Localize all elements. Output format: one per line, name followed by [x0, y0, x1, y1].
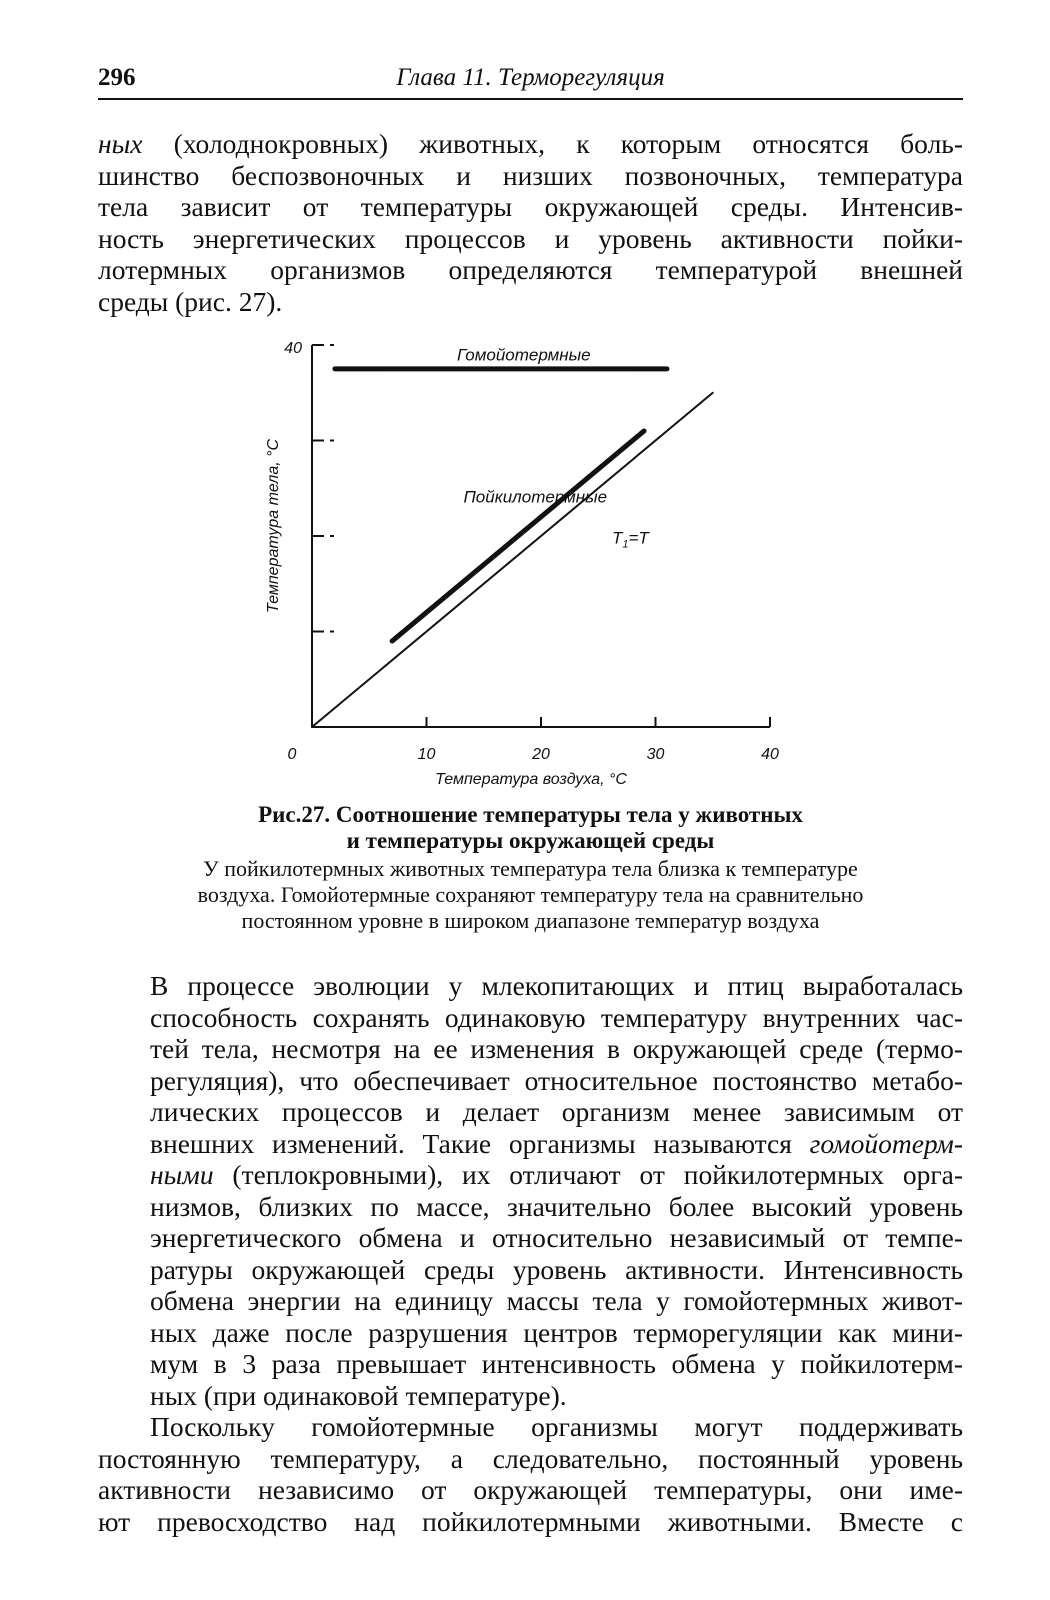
text-line: ных даже после разрушения центров терморегуляции как мини- [150, 1316, 963, 1348]
y-tick-label: 40 [284, 340, 302, 357]
x-tick-label: 10 [417, 746, 436, 763]
caption-body-line-1: У пойкилотермных животных температура тела близка к температуре [203, 856, 858, 881]
label-poikilothermic: Пойкилотермные [463, 487, 608, 507]
text-line: ют превосходство над пойкилотермными животными. Вместе с [98, 1505, 963, 1537]
label-equality: $T_1=T$ [611, 528, 649, 551]
x-tick-label: 20 [532, 746, 550, 763]
chart-labels [265, 340, 779, 788]
text-line: мум в 3 раза превышает интенсивность обмена у пойкилотерм- [150, 1348, 963, 1379]
text-line: регуляция), что обеспечивает относительное постоянство метабо- [150, 1064, 963, 1096]
chart-series [312, 369, 713, 727]
x-tick-label: 40 [761, 746, 779, 763]
text-line: Поскольку гомойотермные организмы могут поддерживать [150, 1411, 963, 1442]
text-line: шинство беспозвоночных и низших позвоночных, температура [98, 159, 963, 191]
figure-27 [250, 335, 810, 805]
x-tick-label: 30 [646, 746, 665, 763]
text-line: внешних изменений. Такие организмы называются гомойотерм- [150, 1127, 963, 1159]
text-line: тела зависит от температуры окружающей среды. Интенсив- [98, 191, 963, 222]
figure-caption [98, 802, 963, 934]
y-axis-label: Температура тела, °С [265, 438, 282, 614]
text-line: обмена энергии на единицу массы тела у гомойотермных живот- [150, 1285, 963, 1316]
x-tick-label: 0 [287, 746, 297, 763]
text-line: лических процессов и делает организм менее зависимым от [150, 1096, 963, 1127]
temperature-chart [250, 335, 810, 805]
caption-body-line-2: воздуха. Гомойотермные сохраняют температуру тела на сравнительно [197, 882, 864, 907]
main-text [98, 970, 963, 1537]
text-line: способность сохранять одинаковую температуру внутренних час- [150, 1001, 963, 1033]
label-homeothermic: Гомойотермные [457, 345, 591, 365]
page-header [98, 62, 963, 100]
text-line: постоянную температуру, а следовательно, постоянный уровень [98, 1442, 963, 1474]
text-line: тей тела, несмотря на ее изменения в окружающей среде (термо- [150, 1033, 963, 1064]
page-number: 296 [98, 64, 136, 91]
italic-word: ных [98, 128, 143, 159]
caption-body-line-3: постоянном уровне в широком диапазоне температур воздуха [241, 908, 820, 933]
text-line: ными (теплокровными), их отличают от пойкилотермных орга- [150, 1159, 963, 1190]
top-paragraph [98, 128, 963, 317]
text-line: низмов, близких по массе, значительно более высокий уровень [150, 1190, 963, 1222]
italic-term: гомойотерм- [809, 1127, 963, 1159]
text-line: ных (при одинаковой температуре). [150, 1379, 567, 1411]
italic-term-end: ными [150, 1159, 214, 1190]
text-line: активности независимо от окружающей температуры, они име- [98, 1474, 963, 1505]
caption-title-line-1: Рис.27. Соотношение температуры тела у животных [258, 802, 803, 827]
text-line: ных (холоднокровных) животных, к которым относятся боль- [98, 128, 963, 159]
text-line: В процессе эволюции у млекопитающих и птиц выработалась [150, 970, 963, 1001]
caption-title-line-2: и температуры окружающей среды [346, 828, 715, 853]
text-line: лотермных организмов определяются температурой внешней [98, 254, 963, 285]
text-line: энергетического обмена и относительно независимый от темпе- [150, 1222, 963, 1253]
text-line: ность энергетических процессов и уровень активности пойки- [98, 222, 963, 254]
series-line-equality [312, 393, 713, 727]
series-line-poikilothermic [392, 431, 644, 641]
x-axis-label: Температура воздуха, °С [435, 771, 627, 788]
text-line: среды (рис. 27). [98, 285, 283, 317]
text-line: ратуры окружающей среды уровень активности. Интенсивность [150, 1253, 963, 1285]
running-head: Глава 11. Терморегуляция [396, 64, 665, 91]
